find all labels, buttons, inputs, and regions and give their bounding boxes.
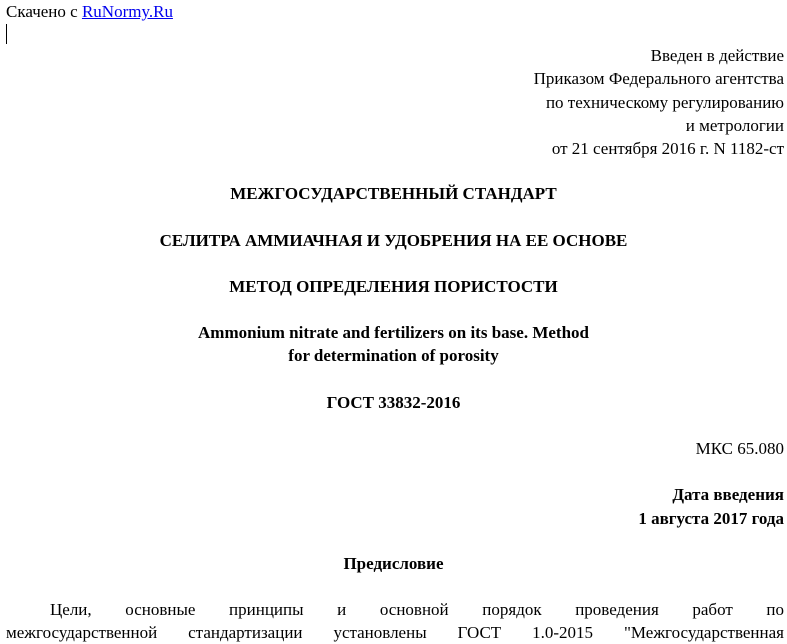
gost-number: ГОСТ 33832-2016 <box>326 393 461 412</box>
enactment-line-2: Приказом Федерального агентства <box>533 69 784 88</box>
enactment-line-3: по техническому регулированию <box>545 93 784 112</box>
mks-code: МКС 65.080 <box>695 439 784 458</box>
intro-date-value: 1 августа 2017 года <box>638 509 784 528</box>
enactment-line-1: Введен в действие <box>650 46 784 65</box>
title-en-line-2: for determination of porosity <box>288 346 499 365</box>
preface-paragraph-line-2: межгосударственной стандартизации установлены ГОСТ 1.0-2015 "Межгосударственная <box>6 623 784 642</box>
title-en-line-1: Ammonium nitrate and fertilizers on its base. Method <box>198 323 589 342</box>
enactment-line-5: от 21 сентября 2016 г. N 1182-ст <box>551 139 784 158</box>
text-cursor <box>6 24 7 44</box>
preface-heading: Предисловие <box>343 554 444 573</box>
runormy-link[interactable]: RuNormy.Ru <box>81 2 173 21</box>
intro-date-label: Дата введения <box>672 485 784 504</box>
preface-paragraph-line-1: Цели, основные принципы и основной порядок проведения работ по <box>50 600 784 619</box>
enactment-line-4: и метрологии <box>685 116 784 135</box>
source-line <box>6 0 173 23</box>
subtitle-ru-heading: МЕТОД ОПРЕДЕЛЕНИЯ ПОРИСТОСТИ <box>229 277 558 296</box>
title-ru-heading: СЕЛИТРА АММИАЧНАЯ И УДОБРЕНИЯ НА ЕЕ ОСНОВЕ <box>159 231 628 250</box>
standard-type-heading: МЕЖГОСУДАРСТВЕННЫЙ СТАНДАРТ <box>230 184 557 203</box>
source-prefix: Скачено с <box>6 2 82 21</box>
